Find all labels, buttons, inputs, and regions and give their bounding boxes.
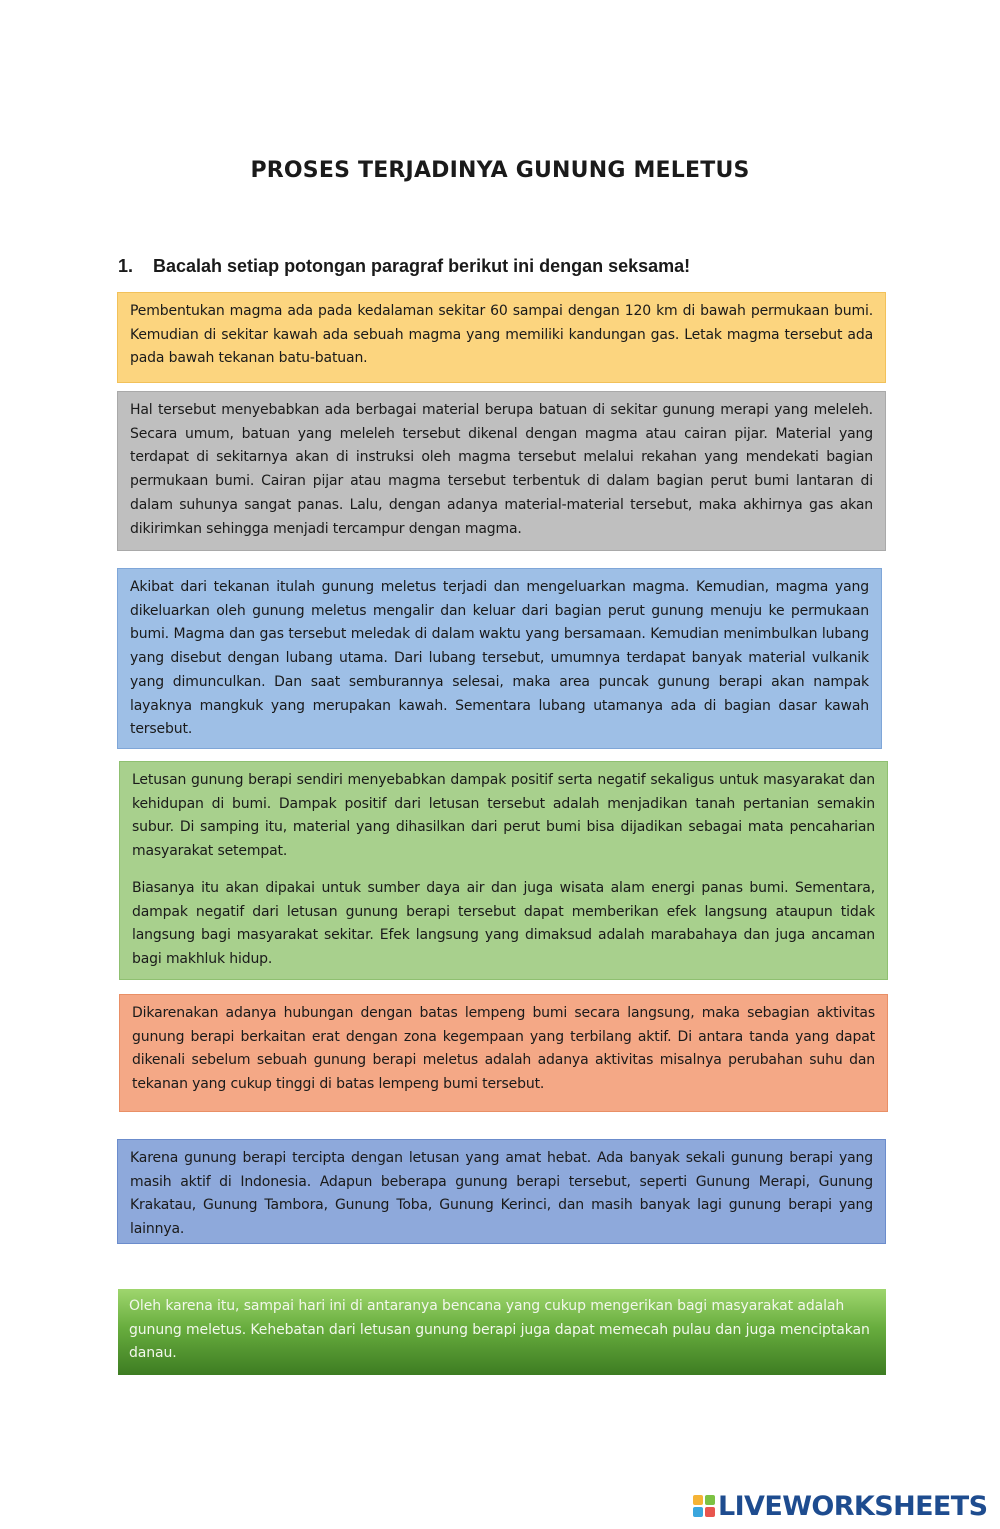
logo-text: LIVEWORKSHEETS xyxy=(718,1490,988,1522)
paragraph-text: Pembentukan magma ada pada kedalaman sekitar 60 sampai dengan 120 km di bawah permukaan bumi. Kemudian di sekitar kawah ada sebuah magma yang memiliki kandungan gas. Letak magma tersebut ada pada bawah tekanan batu-batuan. xyxy=(130,303,873,367)
paragraph-text: Dikarenakan adanya hubungan dengan batas lempeng bumi secara langsung, maka sebagian aktivitas gunung berapi berkaitan erat dengan zona kegempaan yang terbilang aktif. Di antara tanda yang dapat dikenali sebelum sebuah gunung berapi meletus adalah adanya aktivitas misalnya perubahan suhu dan tekanan yang cukup tinggi di batas lempeng bumi tersebut. xyxy=(132,1005,875,1093)
paragraph-text: Karena gunung berapi tercipta dengan letusan yang amat hebat. Ada banyak sekali gunung berapi yang masih aktif di Indonesia. Adapun beberapa gunung berapi tersebut, seperti Gunung Merapi, Gunung Krakatau, Gunung Tambora, Gunung Toba, Gunung Kerinci, dan masih banyak lagi gunung berapi yang lainnya. xyxy=(130,1150,873,1238)
paragraph-text: Akibat dari tekanan itulah gunung meletus terjadi dan mengeluarkan magma. Kemudian, magma yang dikeluarkan oleh gunung meletus mengalir dan keluar dari bagian perut gunung menuju ke permukaan bumi. Magma dan gas tersebut meledak di dalam waktu yang bersamaan. Kemudian menimbulkan lubang yang disebut dengan lubang utama. Dari lubang tersebut, umumnya terdapat banyak material vulkanik yang dimunculkan. Dan saat semburannya selesai, maka area puncak gunung berapi akan nampak layaknya mangkuk yang merupakan kawah. Sementara lubang utamanya ada di bagian dasar kawah tersebut. xyxy=(130,579,869,738)
paragraph-text: Oleh karena itu, sampai hari ini di antaranya bencana yang cukup mengerikan bagi masyarakat adalah gunung meletus. Kehebatan dari letusan gunung berapi juga dapat memecah pulau dan juga menciptakan danau. xyxy=(129,1298,870,1362)
paragraph-text: Hal tersebut menyebabkan ada berbagai material berupa batuan di sekitar gunung merapi yang meleleh. Secara umum, batuan yang meleleh tersebut dikenal dengan magma atau cairan pijar. Material yang terdapat di sekitarnya akan di instruksi oleh magma tersebut melalui rekahan yang mendekati bagian permukaan bumi. Cairan pijar atau magma tersebut terbentuk di dalam bagian perut bumi lantaran di dalam suhunya sangat panas. Lalu, dengan adanya material-material tersebut, maka akhirnya gas akan dikirimkan sehingga menjadi tercampur dengan magma. xyxy=(130,402,873,537)
paragraph-box-5[interactable] xyxy=(119,994,888,1112)
paragraph-text: Letusan gunung berapi sendiri menyebabkan dampak positif serta negatif sekaligus untuk masyarakat dan kehidupan di bumi. Dampak positif dari letusan tersebut adalah menjadikan tanah pertanian semakin subur. Di samping itu, material yang dihasilkan dari perut bumi bisa dijadikan sebagai mata pencaharian masyarakat setempat. xyxy=(132,772,875,860)
paragraph-text: Biasanya itu akan dipakai untuk sumber daya air dan juga wisata alam energi panas bumi. Sementara, dampak negatif dari letusan gunung berapi tersebut dapat memberikan efek langsung ataupun tidak langsung bagi masyarakat sekitar. Efek langsung yang dimaksud adalah marabahaya dan juga ancaman bagi makhluk hidup. xyxy=(132,879,875,967)
paragraph-box-2[interactable] xyxy=(117,391,886,551)
liveworksheets-logo[interactable] xyxy=(693,1488,987,1524)
instruction-number: 1. xyxy=(118,256,134,276)
page-title: PROSES TERJADINYA GUNUNG MELETUS xyxy=(250,158,750,183)
paragraph-box-3[interactable] xyxy=(117,568,882,749)
instruction-text: Bacalah setiap potongan paragraf berikut ini dengan seksama! xyxy=(153,256,691,276)
paragraph-box-7[interactable] xyxy=(118,1289,886,1375)
liveworksheets-logo-icon xyxy=(693,1495,715,1517)
instruction xyxy=(118,256,690,277)
paragraph-box-6[interactable] xyxy=(117,1139,886,1244)
paragraph-box-4[interactable] xyxy=(119,761,888,980)
paragraph-box-1[interactable] xyxy=(117,292,886,383)
